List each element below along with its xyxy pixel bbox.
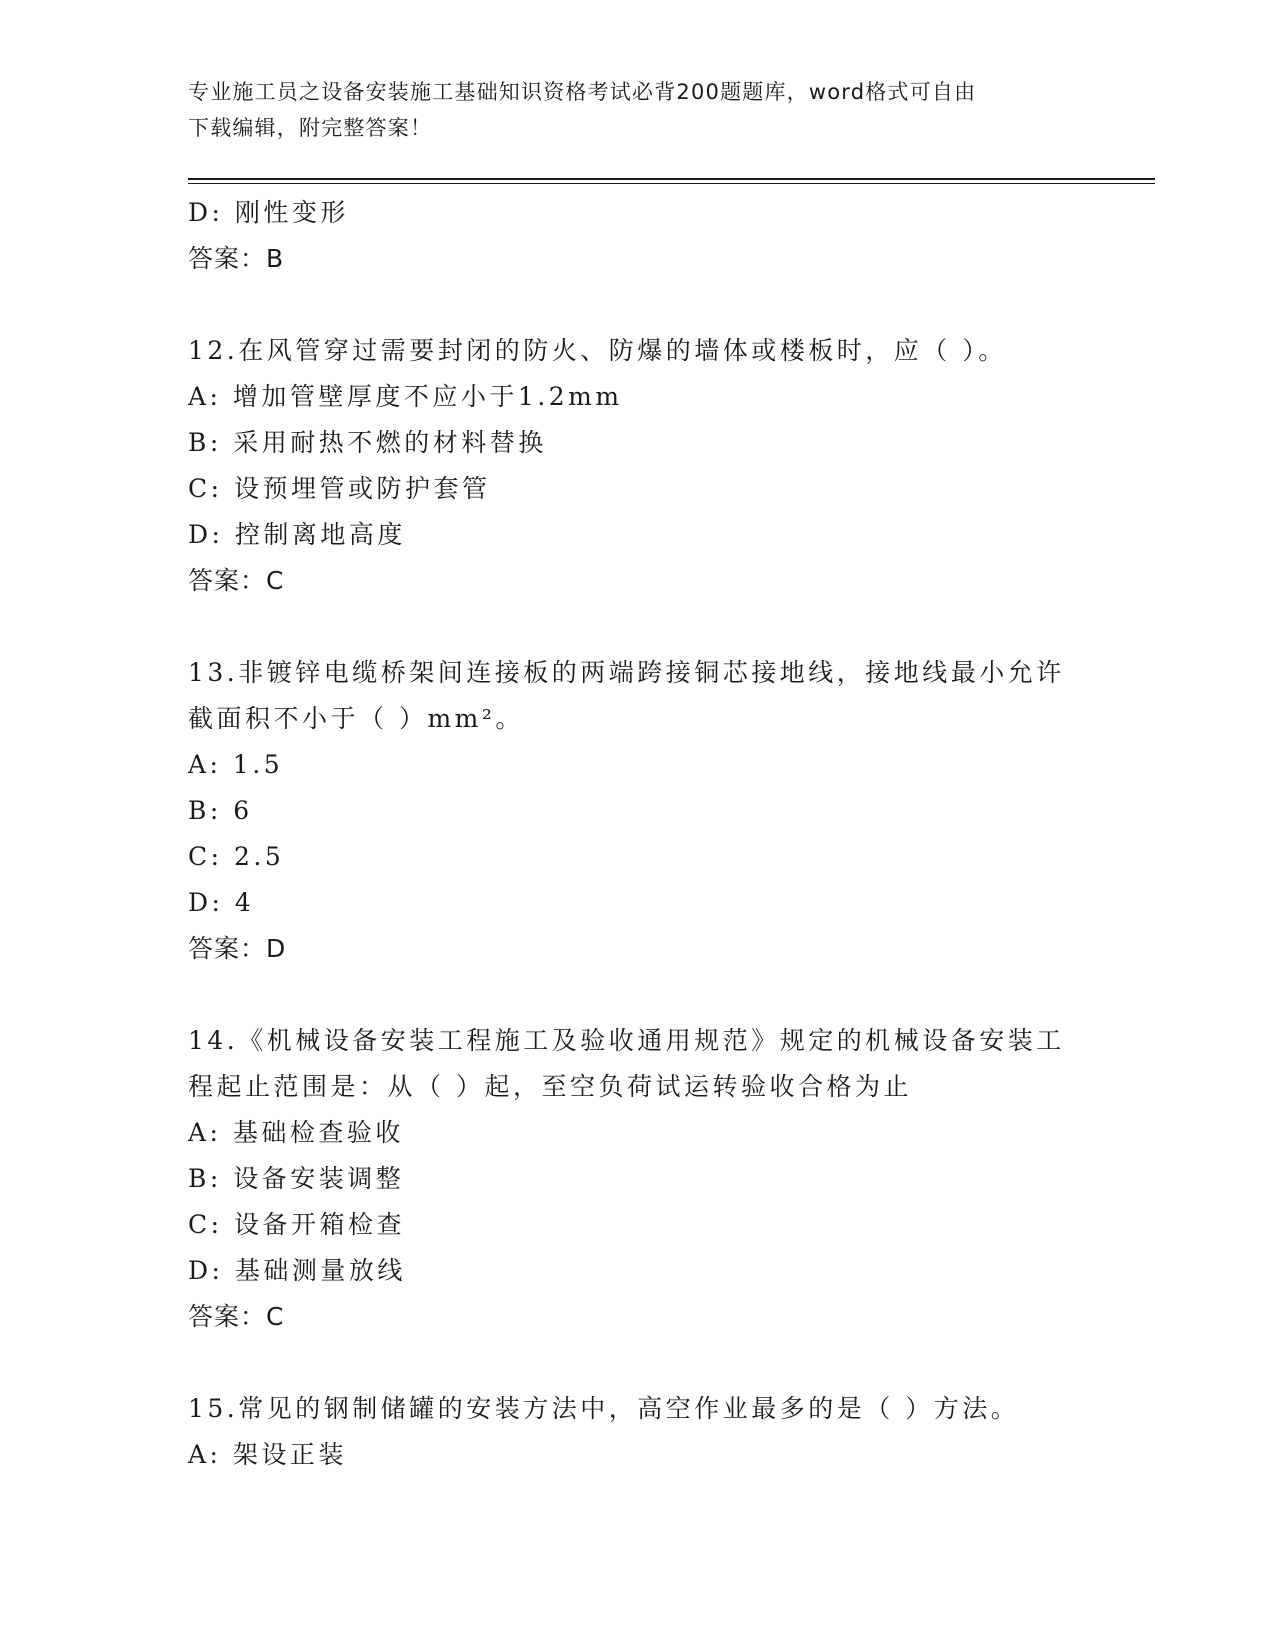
option-c: C: 2.5 xyxy=(188,842,285,871)
option-d: D: 4 xyxy=(188,888,255,917)
option-b: B: 设备安装调整 xyxy=(188,1164,405,1193)
option-b: B: 6 xyxy=(188,796,253,825)
option-a: A: 架设正装 xyxy=(188,1440,347,1469)
spacer xyxy=(188,972,1088,1018)
spacer xyxy=(188,282,1088,328)
question-12 xyxy=(188,328,1088,604)
question-stem-line-1: 13.非镀锌电缆桥架间连接板的两端跨接铜芯接地线，接地线最小允许 xyxy=(188,658,1065,687)
question-13 xyxy=(188,650,1088,972)
question-stem-line-2: 截面积不小于（ ）mm²。 xyxy=(188,704,524,733)
question-14 xyxy=(188,1018,1088,1340)
option-d: D: 基础测量放线 xyxy=(188,1256,406,1285)
option-d: D: 控制离地高度 xyxy=(188,520,406,549)
option-c: C: 设预埋管或防护套管 xyxy=(188,474,491,503)
question-stem-line-1: 14.《机械设备安装工程施工及验收通用规范》规定的机械设备安装工 xyxy=(188,1026,1065,1055)
question-list xyxy=(188,190,1088,1478)
question-15 xyxy=(188,1386,1088,1478)
header-divider-thin xyxy=(188,183,1155,184)
option-a: A: 基础检查验收 xyxy=(188,1118,404,1147)
option-a: A: 1.5 xyxy=(188,750,284,779)
option-c: C: 设备开箱检查 xyxy=(188,1210,405,1239)
question-stem: 15.常见的钢制储罐的安装方法中，高空作业最多的是（ ）方法。 xyxy=(188,1394,1020,1423)
question-stem: 12.在风管穿过需要封闭的防火、防爆的墙体或楼板时，应（ ）。 xyxy=(188,336,1007,365)
option-a: A: 增加管壁厚度不应小于1.2mm xyxy=(188,382,623,411)
spacer xyxy=(188,604,1088,650)
answer: 答案：C xyxy=(188,1302,285,1331)
header-divider-thick xyxy=(188,178,1155,180)
answer: 答案：B xyxy=(188,244,285,273)
answer: 答案：C xyxy=(188,566,285,595)
document-header xyxy=(188,74,1088,146)
option-b: B: 采用耐热不燃的材料替换 xyxy=(188,428,547,457)
answer: 答案：D xyxy=(188,934,287,963)
question-11-tail xyxy=(188,190,1088,282)
header-line-1: 专业施工员之设备安装施工基础知识资格考试必背200题题库，word格式可自由 xyxy=(188,80,977,104)
option-d: D: 刚性变形 xyxy=(188,198,349,227)
question-stem-line-2: 程起止范围是：从（ ）起，至空负荷试运转验收合格为止 xyxy=(188,1072,912,1101)
header-line-2: 下载编辑，附完整答案！ xyxy=(188,116,433,140)
spacer xyxy=(188,1340,1088,1386)
